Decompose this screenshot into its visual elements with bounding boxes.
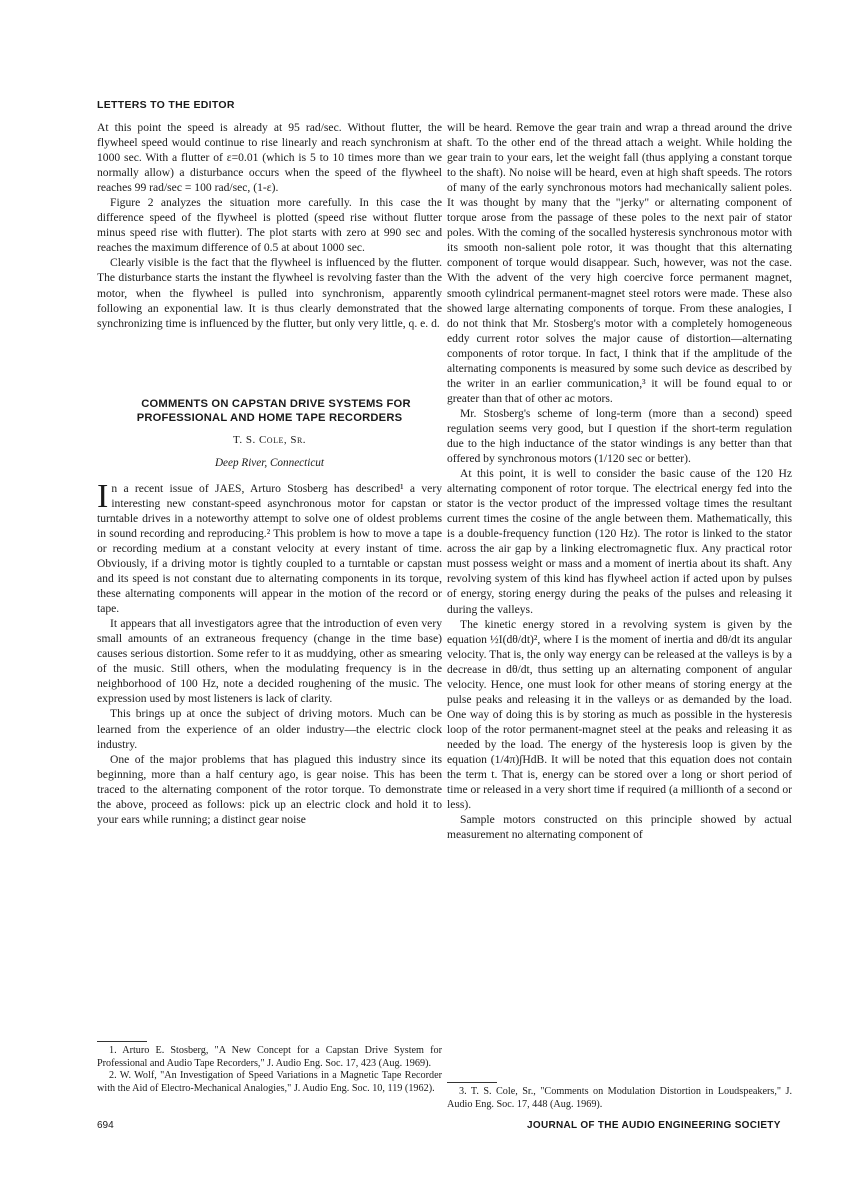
paragraph: Mr. Stosberg's scheme of long-term (more than a second) speed regulation seems very good, but I question if the short-term regulation due to the high inductance of the stator windings is any better than that offered by synchronous motors (1/120 sec or better). — [447, 406, 792, 466]
paragraph: Figure 2 analyzes the situation more carefully. In this case the difference speed of the flywheel is plotted (speed rise without flutter minus speed rise with flutter). The plot starts with zero at 990 sec and reaches the maximum difference of 0.5 at about 1000 sec. — [97, 196, 442, 255]
journal-name: JOURNAL OF THE AUDIO ENGINEERING SOCIETY — [527, 1120, 781, 1131]
first-paragraph-text: n a recent issue of JAES, Arturo Stosberg has described¹ a very interesting new constant-speed asynchronous motor for capstan or turntable drives in a noteworthy attempt to solve one of oldest problems in sound recording and reproducing.² This problem is how to move a tape or recording medium at a constant velocity at every instant of time. Obviously, if a driving motor is tightly coupled to a turntable or capstan and its speed is not constant due to alternating components in its torque, these alternating components will appear in the motion of the record or tape. — [97, 481, 442, 616]
section-gap — [97, 331, 442, 397]
article-title: COMMENTS ON CAPSTAN DRIVE SYSTEMS FOR PROFESSIONAL AND HOME TAPE RECORDERS — [136, 397, 411, 424]
drop-cap: I — [97, 477, 109, 515]
paragraph: This brings up at once the subject of driving motors. Much can be learned from the experience of an older industry—the electric clock industry. — [97, 707, 442, 751]
right-column — [447, 120, 792, 842]
paragraph: will be heard. Remove the gear train and wrap a thread around the drive shaft. To the other end of the thread attach a weight. While holding the gear train to your ears, let the weight fall (thus applying a constant torque to the shaft). No noise will be heard, even at high shaft speeds. The rotors of many of the early synchronous motors had mechanically salient poles. It was thought by many that the "jerky" or alternating component of torque arose from the passage of these poles to the next pair of stator poles. With the coming of the socalled hysteresis synchronous motor with its smooth non-salient pole rotor, it was thought that this alternating component of torque would disappear. Such, however, was not the case. With the advent of the very high coercive force permanent magnet, smooth cylindrical permanent-magnet steel rotors were made. These also showed large alternating components of torque. From these analogies, I do not think that Mr. Stosberg's motor with a completely homogeneous eddy current rotor solves the major cause of distortion—alternating components of rotor torque. In fact, I think that if the amplitude of the alternating components is measured by some such device as described by the writer in an earlier communication,³ it will be found equal to or greater than that of other ac motors. — [447, 121, 792, 405]
paragraph: The kinetic energy stored in a revolving system is given by the equation ½I(dθ/dt)², where I is the moment of inertia and dθ/dt its angular velocity. That is, the only way energy can be released at the valleys is by a decrease in dθ/dt, thus setting up an alternating component of angular velocity. Hence, one must look for other means of storing energy at the pulse peaks and releasing it in the valleys or as demanded by the load. One way of doing this is by storing as much as possible in the hysteresis loop of the rotor permanent-magnet steel at the peaks and releasing it as needed by the load. The energy of the hysteresis loop is given by the equation (1/4π)∫HdB. It will be noted that this equation does not contain the term t. That is, energy can be stored over a long or short period of time or released in a very short time if required (a millionth of a second or less). — [447, 617, 792, 812]
footnote: 2. W. Wolf, "An Investigation of Speed Variations in a Magnetic Tape Recorder with the Aid of Electro-Mechanical Analogies," J. Audio Eng. Soc. 10, 119 (1962). — [97, 1070, 442, 1094]
article-author: T. S. Cole, Sr. — [232, 433, 307, 446]
running-header: LETTERS TO THE EDITOR — [97, 99, 235, 111]
paragraph: One of the major problems that has plagued this industry since its beginning, more than a half century ago, is gear noise. This has been traced to the alternating component of the rotor torque. To demonstrate the above, proceed as follows: pick up an electric clock and hold it to your ears while running; a distinct gear noise — [97, 752, 442, 826]
footnote-rule — [97, 1041, 147, 1042]
footnote: 3. T. S. Cole, Sr., "Comments on Modulation Distortion in Loudspeakers," J. Audio Eng. Soc. 17, 448 (Aug. 1969). — [447, 1086, 792, 1110]
paragraph: At this point the speed is already at 95 rad/sec. Without flutter, the flywheel speed would continue to rise linearly and reach synchronism at 1000 sec. With a flutter of ε=0.01 (which is 5 to 10 times more than we normally allow) a disturbance occurs when the speed of the flywheel reaches 99 rad/sec = 100 rad/sec, (1-ε). — [97, 121, 442, 195]
first-paragraph — [97, 477, 442, 616]
left-column — [97, 120, 442, 827]
page-number: 694 — [97, 1120, 114, 1131]
paragraph: Clearly visible is the fact that the flywheel is influenced by the flutter. The disturbance starts the instant the flywheel is revolving faster than the motor, when the flywheel is pulled into synchronism, apparently following an exponential law. It is thus clearly demonstrated that the synchronizing time is influenced by the flutter, but only very little, q. e. d. — [97, 256, 442, 330]
footnote: 1. Arturo E. Stosberg, "A New Concept for a Capstan Drive System for Professional and Audio Tape Recorders," J. Audio Eng. Soc. 17, 423 (Aug. 1969). — [97, 1045, 442, 1069]
footnotes-left — [97, 1041, 442, 1095]
footnotes-right — [447, 1082, 792, 1111]
paragraph: It appears that all investigators agree that the introduction of even very small amounts of an extraneous frequency (change in the time base) causes serious distortion. Some refer to it as muddying, other as smearing of the music. Still others, when the modulating frequency is in the neighborhood of 100 Hz, note a decided roughening of the music. The expression used by most listeners is lack of clarity. — [97, 617, 442, 706]
paragraph: Sample motors constructed on this principle showed by actual measurement no alternating component of — [447, 813, 792, 842]
paragraph: At this point, it is well to consider the basic cause of the 120 Hz alternating component of rotor torque. The electrical energy fed into the stator is the vector product of the impressed voltage times the resultant current times the cosine of the angle between them. Mathematically, this is a double-frequency function (120 Hz). The rotor is linked to the stator across the air gap by a linking electromagnetic flux. Any practical rotor must possess weight or mass and a moment of inertia about its shaft. Any revolving system of this kind has flywheel action if acted upon by pulses of energy, storing energy during the peaks of the pulses and releasing it during the valleys. — [447, 467, 792, 616]
article-affiliation: Deep River, Connecticut — [214, 456, 325, 469]
footnote-rule — [447, 1082, 497, 1083]
